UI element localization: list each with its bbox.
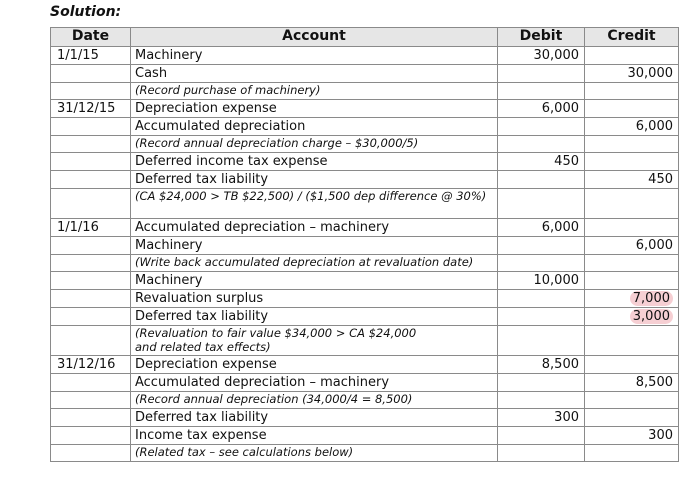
credit-cell <box>585 356 679 374</box>
header-debit: Debit <box>498 28 585 47</box>
account-cell: Machinery <box>131 272 498 290</box>
credit-cell <box>585 308 679 326</box>
credit-cell <box>585 445 679 462</box>
solution-title: Solution: <box>50 4 122 20</box>
debit-cell <box>498 189 585 219</box>
header-account: Account <box>131 28 498 47</box>
account-cell: Cash <box>131 65 498 83</box>
narration-text: (Record purchase of machinery) <box>135 83 321 97</box>
date-cell <box>51 326 131 356</box>
header-row <box>51 28 679 47</box>
debit-cell: 8,500 <box>498 356 585 374</box>
account-cell: Deferred tax liability <box>131 308 498 326</box>
debit-cell: 450 <box>498 153 585 171</box>
journal-entries-table <box>50 27 679 462</box>
date-cell: 31/12/15 <box>51 100 131 118</box>
account-cell: Depreciation expense <box>131 100 498 118</box>
narration-cell <box>131 445 498 462</box>
debit-cell <box>498 171 585 189</box>
debit-cell <box>498 392 585 409</box>
table-row <box>51 136 679 153</box>
table-row <box>51 118 679 136</box>
debit-cell <box>498 65 585 83</box>
debit-cell: 30,000 <box>498 47 585 65</box>
credit-cell <box>585 47 679 65</box>
narration-text: (CA $24,000 > TB $22,500) / ($1,500 dep difference @ 30%) <box>135 189 487 203</box>
credit-cell <box>585 272 679 290</box>
debit-cell <box>498 83 585 100</box>
table-row <box>51 100 679 118</box>
narration-cell <box>131 392 498 409</box>
credit-cell: 30,000 <box>585 65 679 83</box>
narration-cell <box>131 83 498 100</box>
debit-cell: 6,000 <box>498 219 585 237</box>
narration-text: (Record annual depreciation charge – $30,000/5) <box>135 136 419 150</box>
date-cell <box>51 374 131 392</box>
account-cell: Deferred tax liability <box>131 409 498 427</box>
date-cell <box>51 118 131 136</box>
table-row <box>51 153 679 171</box>
table-row <box>51 445 679 462</box>
debit-cell <box>498 136 585 153</box>
debit-cell <box>498 326 585 356</box>
credit-cell: 6,000 <box>585 118 679 136</box>
table-row <box>51 171 679 189</box>
date-cell <box>51 392 131 409</box>
credit-cell <box>585 100 679 118</box>
table-row <box>51 65 679 83</box>
date-cell <box>51 136 131 153</box>
debit-cell <box>498 255 585 272</box>
credit-cell <box>585 136 679 153</box>
credit-cell <box>585 290 679 308</box>
narration-text: (Revaluation to fair value $34,000 > CA $24,000 and related tax effects) <box>135 326 417 354</box>
debit-cell: 300 <box>498 409 585 427</box>
narration-cell <box>131 136 498 153</box>
narration-cell <box>131 255 498 272</box>
table-row <box>51 392 679 409</box>
account-cell: Machinery <box>131 237 498 255</box>
date-cell: 31/12/16 <box>51 356 131 374</box>
account-cell: Revaluation surplus <box>131 290 498 308</box>
table-row <box>51 427 679 445</box>
date-cell <box>51 427 131 445</box>
credit-cell <box>585 326 679 356</box>
date-cell <box>51 290 131 308</box>
account-cell: Accumulated depreciation <box>131 118 498 136</box>
table-row <box>51 326 679 356</box>
date-cell <box>51 171 131 189</box>
credit-cell: 300 <box>585 427 679 445</box>
date-cell <box>51 65 131 83</box>
credit-cell <box>585 189 679 219</box>
highlighted-amount: 7,000 <box>630 291 673 306</box>
table-row <box>51 83 679 100</box>
header-credit: Credit <box>585 28 679 47</box>
credit-cell <box>585 153 679 171</box>
highlighted-amount: 3,000 <box>630 309 673 324</box>
date-cell <box>51 153 131 171</box>
narration-cell <box>131 326 498 356</box>
date-cell: 1/1/15 <box>51 47 131 65</box>
date-cell <box>51 83 131 100</box>
table-row <box>51 189 679 219</box>
narration-cell <box>131 189 498 219</box>
date-cell: 1/1/16 <box>51 219 131 237</box>
account-cell: Depreciation expense <box>131 356 498 374</box>
debit-cell: 6,000 <box>498 100 585 118</box>
account-cell: Income tax expense <box>131 427 498 445</box>
debit-cell <box>498 427 585 445</box>
date-cell <box>51 237 131 255</box>
account-cell: Machinery <box>131 47 498 65</box>
account-cell: Deferred tax liability <box>131 171 498 189</box>
table-row <box>51 237 679 255</box>
credit-cell: 6,000 <box>585 237 679 255</box>
table-row <box>51 409 679 427</box>
table-row <box>51 374 679 392</box>
date-cell <box>51 189 131 219</box>
header-date: Date <box>51 28 131 47</box>
date-cell <box>51 255 131 272</box>
account-cell: Deferred income tax expense <box>131 153 498 171</box>
date-cell <box>51 272 131 290</box>
account-cell: Accumulated depreciation – machinery <box>131 374 498 392</box>
credit-cell <box>585 409 679 427</box>
table-row <box>51 219 679 237</box>
debit-cell <box>498 374 585 392</box>
table-row <box>51 272 679 290</box>
credit-cell: 8,500 <box>585 374 679 392</box>
credit-cell: 450 <box>585 171 679 189</box>
credit-cell <box>585 255 679 272</box>
date-cell <box>51 308 131 326</box>
debit-cell: 10,000 <box>498 272 585 290</box>
narration-text: (Record annual depreciation (34,000/4 = 8,500) <box>135 392 413 406</box>
debit-cell <box>498 118 585 136</box>
table-row <box>51 356 679 374</box>
credit-cell <box>585 219 679 237</box>
narration-text: (Related tax – see calculations below) <box>135 445 354 459</box>
table-row <box>51 308 679 326</box>
debit-cell <box>498 445 585 462</box>
table-row <box>51 290 679 308</box>
date-cell <box>51 445 131 462</box>
table-row <box>51 47 679 65</box>
debit-cell <box>498 308 585 326</box>
debit-cell <box>498 237 585 255</box>
credit-cell <box>585 83 679 100</box>
narration-text: (Write back accumulated depreciation at revaluation date) <box>135 255 474 269</box>
table-row <box>51 255 679 272</box>
date-cell <box>51 409 131 427</box>
account-cell: Accumulated depreciation – machinery <box>131 219 498 237</box>
debit-cell <box>498 290 585 308</box>
credit-cell <box>585 392 679 409</box>
